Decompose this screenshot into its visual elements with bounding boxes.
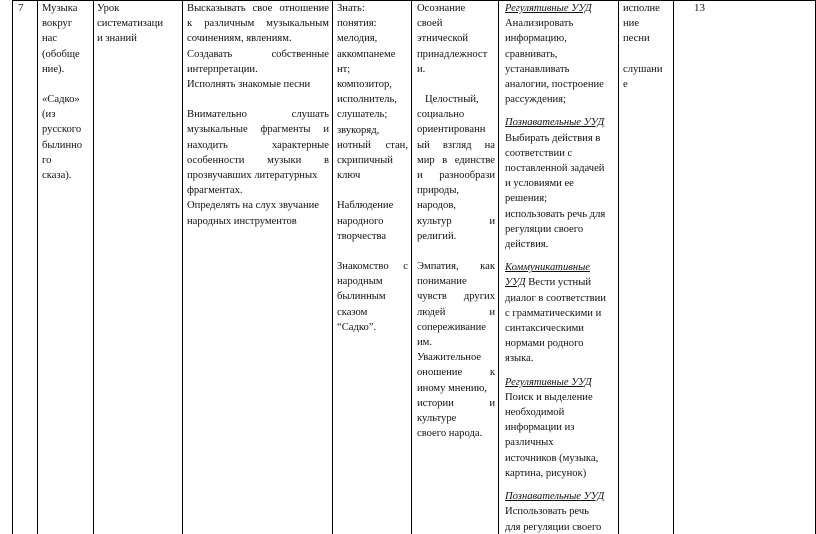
text-line: Уважительное bbox=[417, 352, 482, 364]
text-line: Осознание bbox=[417, 3, 466, 14]
uud-cell bbox=[505, 1, 617, 534]
text-line: действия. bbox=[505, 239, 549, 251]
text-line: русского bbox=[42, 124, 82, 136]
text-line: Наблюдение bbox=[337, 200, 394, 212]
text-line: вокруг bbox=[42, 18, 73, 30]
text-line: интерпретации. bbox=[187, 63, 258, 75]
text-line: природы, bbox=[417, 185, 460, 197]
text-line: использовать речь для bbox=[505, 208, 606, 220]
text-line: регуляции своего bbox=[505, 223, 584, 235]
text-line: былинным bbox=[337, 291, 386, 303]
text-line: социально bbox=[417, 109, 465, 121]
spacer bbox=[42, 77, 92, 92]
spacer bbox=[505, 107, 617, 115]
hours-cell bbox=[694, 1, 734, 16]
text-line: иному мнению, bbox=[417, 382, 488, 394]
text-line: нт; bbox=[337, 63, 351, 75]
uud-cognitive-title: Познавательные УУД bbox=[505, 491, 605, 503]
text-line: народным bbox=[337, 276, 383, 288]
spacer bbox=[187, 92, 329, 107]
text-line: особенности музыки в bbox=[187, 154, 329, 166]
text-line: го bbox=[42, 154, 52, 166]
text-line: песни bbox=[623, 33, 650, 45]
col-border bbox=[673, 0, 674, 534]
text-line: прозвучавших литературных bbox=[187, 170, 318, 182]
text-line: Знать: bbox=[337, 3, 365, 14]
text-line: «Садко» bbox=[42, 94, 80, 106]
text-line: ключ bbox=[337, 170, 361, 182]
spacer bbox=[337, 244, 408, 259]
control-form-cell bbox=[623, 1, 671, 92]
col-border bbox=[37, 0, 38, 534]
text-line: истории и bbox=[417, 397, 495, 409]
text-line: культур и bbox=[417, 215, 495, 227]
spacer bbox=[505, 367, 617, 375]
text-line: мир в единстве bbox=[417, 154, 495, 166]
text-line: е bbox=[623, 78, 628, 90]
topic-cell bbox=[42, 1, 92, 183]
page-number: 13 bbox=[694, 2, 705, 14]
text-line: Анализировать bbox=[505, 18, 574, 30]
spacer bbox=[337, 183, 408, 198]
text-line: информацию, bbox=[505, 33, 567, 45]
text-line: сказа). bbox=[42, 170, 72, 182]
text-line: синтаксическими bbox=[505, 323, 584, 335]
text-line: Создавать собственные bbox=[187, 48, 329, 60]
text-line: религий. bbox=[417, 230, 457, 242]
text-line: Использовать речь bbox=[505, 506, 590, 518]
text-line: (обобще bbox=[42, 48, 80, 60]
spacer bbox=[417, 244, 495, 259]
text-line: чувств других bbox=[417, 291, 495, 303]
uud-regulative-title: Регулятивные УУД bbox=[505, 3, 592, 14]
text-line: сказом bbox=[337, 306, 368, 318]
uud-communicative-title-end: УУД bbox=[505, 277, 526, 289]
text-line: аналогии, построение bbox=[505, 79, 604, 91]
personal-block bbox=[417, 1, 495, 77]
text-line: языка. bbox=[505, 353, 534, 365]
text-line: фрагментах. bbox=[187, 185, 243, 197]
lesson-type-cell bbox=[97, 1, 181, 47]
uud-regulative-text bbox=[505, 390, 617, 481]
text-line: принадлежност bbox=[417, 48, 488, 60]
text-line: звукоряд, bbox=[337, 124, 380, 136]
uud-communicative-text bbox=[505, 291, 617, 367]
text-line: музыкальные фрагменты и bbox=[187, 124, 329, 136]
text-line: сочинениям, явлениям. bbox=[187, 33, 292, 45]
text-line: и условиями ее bbox=[505, 178, 574, 190]
text-line: находить характерные bbox=[187, 139, 329, 151]
personal-results-cell bbox=[417, 1, 495, 441]
text-line: ние bbox=[623, 18, 640, 30]
activities-block bbox=[187, 107, 329, 229]
text-line: оношение к bbox=[417, 367, 495, 379]
text-line: им. bbox=[417, 337, 433, 349]
lesson-type bbox=[97, 1, 181, 47]
uud-cognitive-title: Познавательные УУД bbox=[505, 117, 605, 129]
topic-title bbox=[42, 1, 92, 77]
text-line: мелодия, bbox=[337, 33, 378, 45]
text-line: для регуляции своего bbox=[505, 521, 602, 533]
text-line: нотный стан, bbox=[337, 139, 408, 151]
row-number: 7 bbox=[18, 2, 24, 14]
text-line: “Садко”. bbox=[337, 321, 377, 333]
text-line: рассуждения; bbox=[505, 94, 566, 106]
text-line: Исполнять знакомые песни bbox=[187, 79, 311, 91]
text-line: былинно bbox=[42, 139, 83, 151]
text-line: различных bbox=[505, 437, 554, 449]
text-line: Эмпатия, как bbox=[417, 261, 495, 273]
text-line: Музыка bbox=[42, 3, 78, 14]
text-line: исполне bbox=[623, 3, 660, 14]
knowledge-block bbox=[337, 259, 408, 335]
text-line: исполнитель, bbox=[337, 94, 397, 106]
text-line: народных инструментов bbox=[187, 215, 297, 227]
col-border bbox=[332, 0, 333, 534]
text-line: сравнивать, bbox=[505, 48, 558, 60]
spacer bbox=[417, 77, 495, 92]
uud-regulative-text bbox=[505, 16, 617, 107]
col-border bbox=[93, 0, 94, 534]
text-line: Знакомство с bbox=[337, 261, 408, 273]
text-line: необходимой bbox=[505, 407, 565, 419]
text-line: устанавливать bbox=[505, 63, 570, 75]
activities-block bbox=[187, 1, 329, 92]
text-line: диалог в соответствии bbox=[505, 292, 606, 304]
text-line: ый взгляд на bbox=[417, 139, 495, 151]
text-line: источников (музыка, bbox=[505, 452, 599, 464]
text-line: и разнообрази bbox=[417, 170, 495, 182]
text-line: понимание bbox=[417, 276, 467, 288]
text-line: нормами родного bbox=[505, 338, 584, 350]
text-line: информации из bbox=[505, 422, 575, 434]
uud-cognitive-text bbox=[505, 504, 617, 534]
text-line: поставленной задачей bbox=[505, 163, 605, 175]
text-line: Урок bbox=[97, 3, 120, 14]
col-border bbox=[182, 0, 183, 534]
text-line: композитор, bbox=[337, 79, 392, 91]
text-line: слушатель; bbox=[337, 109, 388, 121]
spacer bbox=[505, 252, 617, 260]
text-line: систематизаци bbox=[97, 18, 163, 30]
text-line: этнической bbox=[417, 33, 469, 45]
col-border bbox=[618, 0, 619, 534]
uud-regulative-title: Регулятивные УУД bbox=[505, 376, 592, 388]
spacer bbox=[505, 481, 617, 489]
text-line: соответствии с bbox=[505, 147, 573, 159]
text-line: Определять на слух звучание bbox=[187, 200, 319, 212]
uud-cognitive-text bbox=[505, 131, 617, 253]
spacer bbox=[623, 47, 671, 62]
text-line: и знаний bbox=[97, 33, 137, 45]
uud-communicative-title: Коммуникативные bbox=[505, 262, 590, 274]
text-line: нас bbox=[42, 33, 58, 45]
text-line: сопереживание bbox=[417, 321, 486, 333]
control-form-block bbox=[623, 1, 671, 47]
text-line: решения; bbox=[505, 193, 548, 205]
text-line: народов, bbox=[417, 200, 456, 212]
topic-subtitle bbox=[42, 92, 92, 183]
knowledge-block bbox=[337, 1, 408, 183]
col-border bbox=[12, 0, 13, 534]
text-line: картина, рисунок) bbox=[505, 467, 587, 479]
text-line: с грамматическими и bbox=[505, 307, 602, 319]
text-line: Поиск и выделение bbox=[505, 391, 593, 403]
text-line: аккомпанеме bbox=[337, 48, 396, 60]
text-line: ние). bbox=[42, 63, 65, 75]
knowledge-cell bbox=[337, 1, 408, 335]
row-number-cell bbox=[18, 1, 34, 16]
text-line: людей и bbox=[417, 306, 495, 318]
text-line: народного bbox=[337, 215, 384, 227]
col-border bbox=[498, 0, 499, 534]
text-line: Целостный, bbox=[425, 94, 479, 106]
personal-block bbox=[417, 92, 495, 244]
uud-communicative-line bbox=[505, 275, 617, 290]
text-line: скрипичный bbox=[337, 155, 393, 167]
text-line: Выбирать действия в bbox=[505, 132, 601, 144]
personal-block bbox=[417, 259, 495, 441]
text-line: своей bbox=[417, 18, 443, 30]
activities-cell bbox=[187, 1, 329, 229]
text-line: и. bbox=[417, 63, 426, 75]
text-line: (из bbox=[42, 109, 56, 121]
text-line: культуре bbox=[417, 413, 457, 425]
text-line: слушани bbox=[623, 63, 663, 75]
text-line: творчества bbox=[337, 230, 387, 242]
text-line: понятия: bbox=[337, 18, 377, 30]
knowledge-block bbox=[337, 198, 408, 244]
control-form-block bbox=[623, 62, 671, 92]
text-line: ориентированн bbox=[417, 124, 486, 136]
uud-communicative-text-start: Вести устный bbox=[525, 277, 591, 289]
text-line: к различным музыкальным bbox=[187, 18, 329, 30]
text-line: Высказывать свое отношение bbox=[187, 3, 329, 14]
col-border bbox=[411, 0, 412, 534]
text-line: Внимательно слушать bbox=[187, 109, 329, 121]
text-line: своего народа. bbox=[417, 428, 483, 440]
